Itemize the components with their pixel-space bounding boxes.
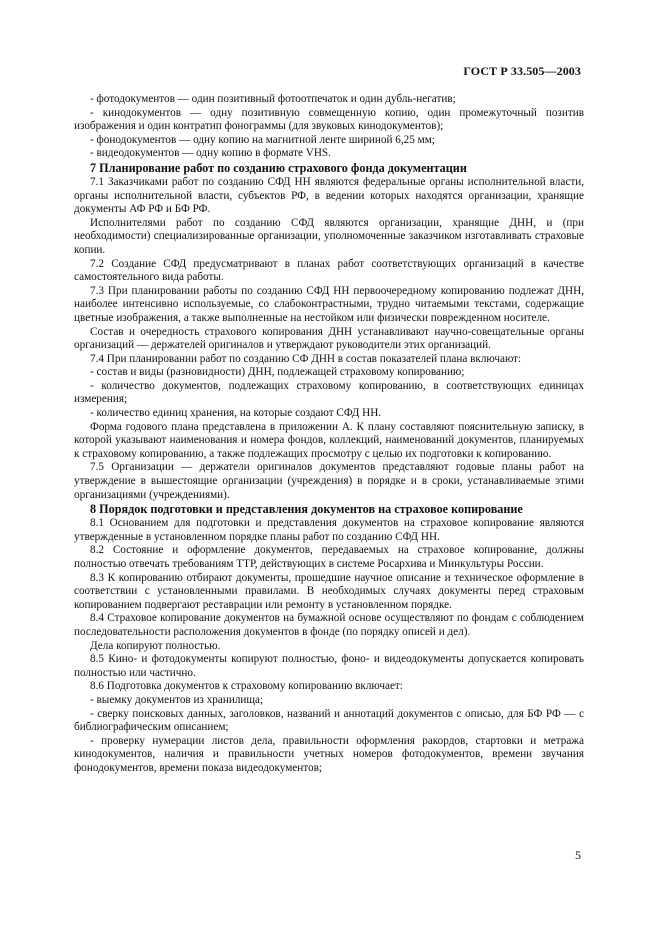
section-7-paragraph: Состав и очередность страхового копирования ДНН устанавливают научно-совещательные органы организаций — держателей оригиналов и утверждают руководители этих организаций. <box>74 325 584 352</box>
section-7-paragraph: Исполнителями работ по созданию СФД являются организации, хранящие ДНН, и (при необходимости) специализированные организации, уполномоченные заказчиком изготавливать страховые копии. <box>74 216 584 256</box>
section-8-paragraph: 8.4 Страховое копирование документов на бумажной основе осуществляют по фондам с соблюдением последовательности расположения документов в фонде (по порядку описей и дел). <box>74 612 584 638</box>
section-8-paragraph: 8.3 К копированию отбирают документы, прошедшие научное описание и техническое оформление в соответствии с установленными правилами. В необходимых случаях документы перед страховым копированием подвергают реставрации или ремонту в установленном порядке. <box>74 571 584 611</box>
section-8-list-item: - выемку документов из хранилища; <box>90 693 264 706</box>
section-7-paragraph: 7.2 Создание СФД предусматривают в планах работ соответствующих организаций в качестве самостоятельного вида работы. <box>74 257 584 284</box>
section-7-list-item: - количество единиц хранения, на которые создают СФД НН. <box>90 407 382 420</box>
section-8-paragraph: Дела копируют полностью. <box>90 639 221 652</box>
section-8-list-item: - проверку нумерации листов дела, правильности оформления ракордов, стартовки и метража кинодокументов, наличия и правильности учетных номеров фотодокументов, времени звучания фонодокументов, времени показа видеодокументов; <box>74 734 584 774</box>
section-8-paragraph: 8.2 Состояние и оформление документов, передаваемых на страховое копирование, должны полностью отвечать требованиям ТТР, действующих в системе Росархива и Минкультуры России. <box>74 544 584 570</box>
section-7-list-item: - количество документов, подлежащих страховому копированию, в соответствующих единицах измерения; <box>74 379 584 406</box>
intro-list-item: - кинодокументов — одну позитивную совмещенную копию, один промежуточный позитив изображения и один контратип фонограммы (для звуковых кинодокументов); <box>74 106 584 133</box>
section-8-list-item: - сверку поисковых данных, заголовков, названий и аннотаций документов с описью, для БФ РФ — с библиографическим описанием; <box>74 707 584 734</box>
document-header: ГОСТ Р 33.505—2003 <box>463 64 581 78</box>
section-8-heading: 8 Порядок подготовки и представления документов на страховое копирование <box>90 502 523 517</box>
intro-list-item: - фонодокументов — одну копию на магнитной ленте шириной 6,25 мм; <box>90 133 435 146</box>
section-7-list-item: - состав и виды (разновидности) ДНН, подлежащей страховому копированию; <box>90 366 465 379</box>
section-7-heading: 7 Планирование работ по созданию страхового фонда документации <box>90 160 467 175</box>
section-8-paragraph: 8.1 Основанием для подготовки и представления документов на страховое копирование являются утвержденные в установленном порядке планы работ по созданию СФД НН. <box>74 517 584 543</box>
intro-list-item: - видеодокументов — одну копию в формате VHS. <box>90 147 331 160</box>
intro-list-item: - фотодокументов — один позитивный фотоотпечаток и один дубль-негатив; <box>90 93 456 105</box>
section-7-paragraph: 7.4 При планировании работ по созданию СФ ДНН в состав показателей плана включают: <box>90 352 522 365</box>
page-content <box>74 93 584 776</box>
section-7-paragraph: 7.3 При планировании работы по созданию СФД НН первоочередному копированию подлежат ДНН, наиболее интенсивно используемые, со слабоконтрастными, трудно читаемыми текстами, содержащие цветные изображения, а также выполненные на нестойком или физически поврежденном носителе. <box>74 284 584 324</box>
section-7-paragraph: 7.5 Организации — держатели оригиналов документов представляют годовые планы работ на утверждение в вышестоящие организации (учреждения) в порядке и в сроки, устанавливаемые этими организациями (учреждениями). <box>74 461 584 501</box>
section-7-paragraph: Форма годового плана представлена в приложении А. К плану составляют пояснительную записку, в которой указывают наименования и номера фондов, коллекций, наименований документов, планируемых к страховому копированию, а также подлежащих просмотру с целью их подготовки к копированию. <box>74 420 584 460</box>
section-8-paragraph: 8.6 Подготовка документов к страховому копированию включает: <box>90 680 403 693</box>
section-8-paragraph: 8.5 Кино- и фотодокументы копируют полностью, фоно- и видеодокументы допускается копировать полностью или частично. <box>74 653 584 679</box>
section-7-paragraph: 7.1 Заказчиками работ по созданию СФД НН являются федеральные органы исполнительной власти, органы исполнительной власти, субъектов РФ, в ведении которых находятся организации, хранящие документы АФ РФ и БФ РФ. <box>74 175 584 216</box>
page-number: 5 <box>575 848 581 862</box>
